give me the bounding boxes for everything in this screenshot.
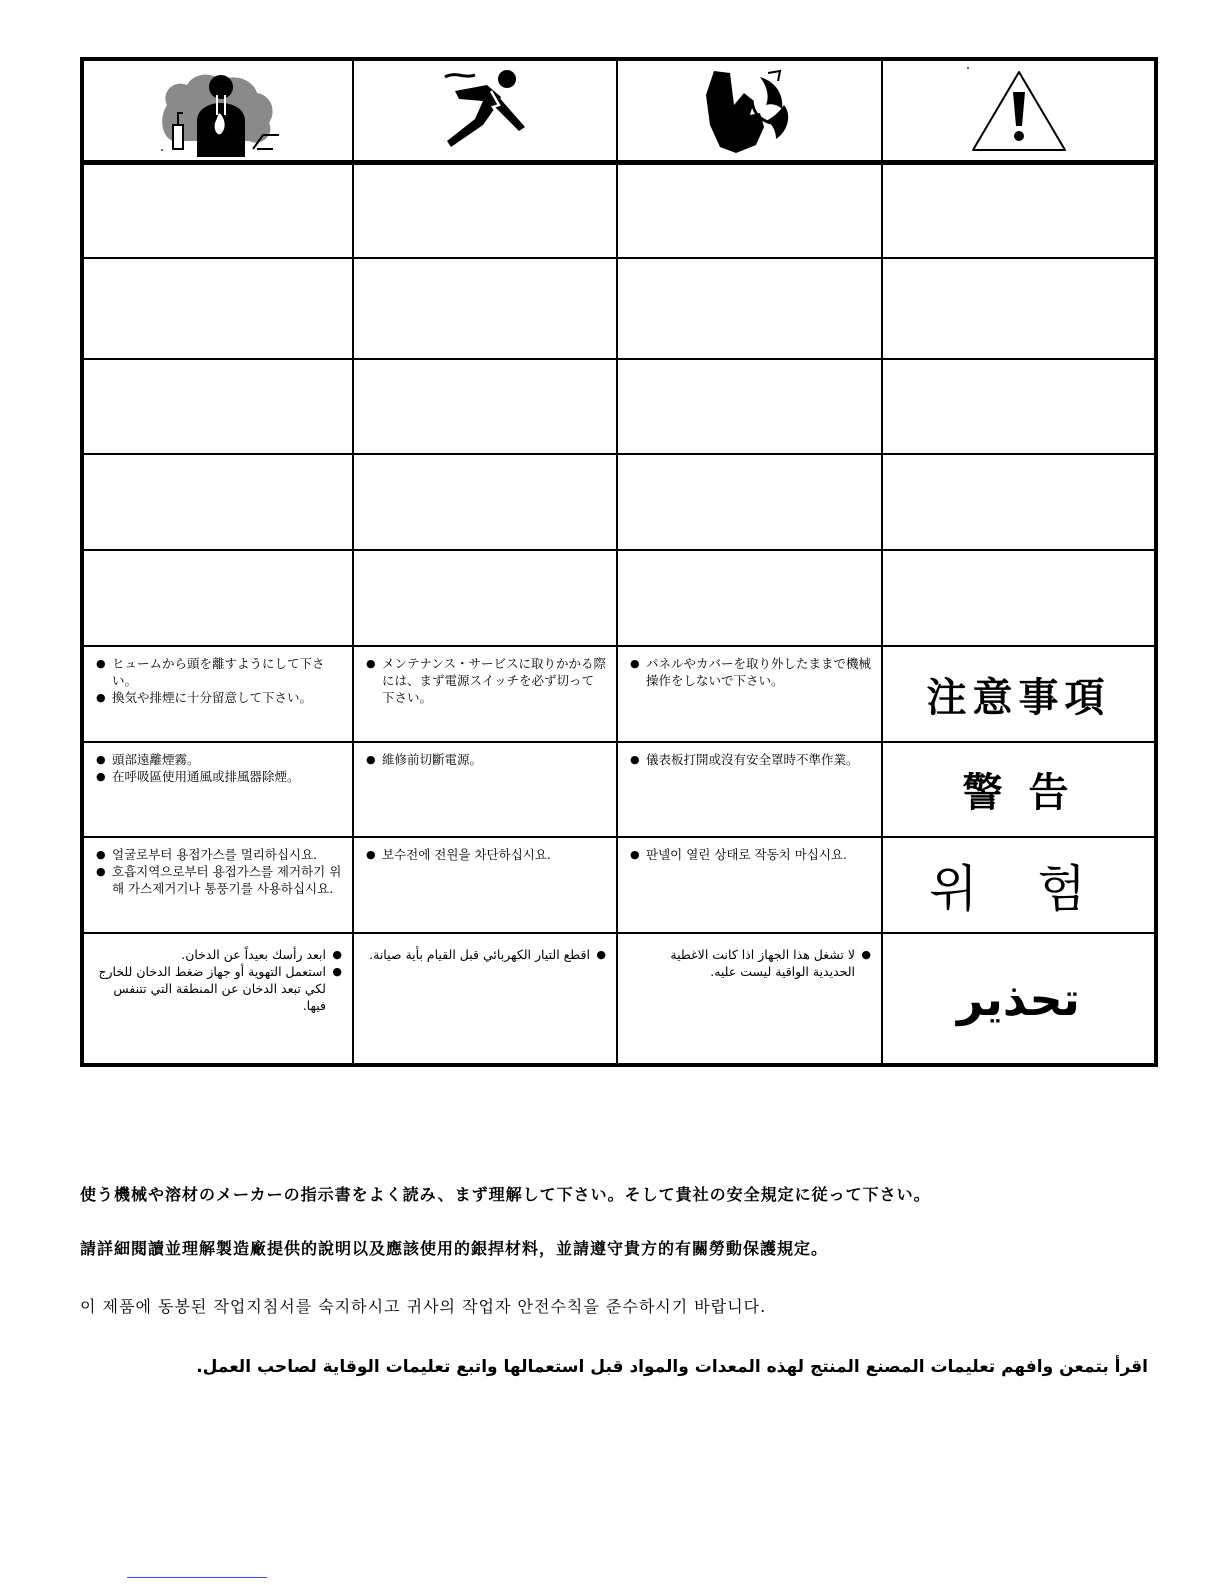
- chinese-shock-cell: [354, 743, 618, 838]
- japanese-warning-heading: 注意事項: [926, 674, 1111, 721]
- korean-fume-cell: [84, 838, 354, 934]
- warning-bullet: ● 판넬이 열린 상태로 작동치 마십시요.: [630, 846, 871, 863]
- chinese-header-cell: [883, 743, 1154, 838]
- fume-inhalation-icon: [84, 61, 354, 165]
- empty-cell: [618, 360, 883, 455]
- arabic-shock-cell: [354, 934, 618, 1063]
- empty-cell: [618, 551, 883, 647]
- empty-cell: [618, 259, 883, 360]
- warning-bullet: ● استعمل التهوية أو جهاز ضغط الدخان للخارج لكي تبعد الدخان عن المنطقة التي تتنفس فيها.: [92, 963, 342, 1014]
- korean-header-cell: [883, 838, 1154, 934]
- japanese-hand-cell: [618, 647, 883, 743]
- japanese-shock-cell: [354, 647, 618, 743]
- japanese-instruction: 使う機械や溶材のメーカーの指示書をよく読み、まず理解して下さい。そして貴社の安全規定に従って下さい。: [80, 1185, 931, 1204]
- warning-bullet: ● パネルやカバーを取り外したままで機械操作をしないで下さい。: [630, 655, 871, 689]
- empty-cell: [84, 165, 354, 259]
- empty-cell: [84, 455, 354, 551]
- empty-cell: [354, 165, 618, 259]
- warning-bullet: ● 維修前切斷電源。: [366, 751, 606, 768]
- empty-cell: [84, 360, 354, 455]
- arabic-header-cell: [883, 934, 1154, 1063]
- warning-bullet: ● 얼굴로부터 용접가스를 멀리하십시요.: [96, 846, 342, 863]
- warning-table: [80, 57, 1158, 1067]
- empty-cell: [618, 455, 883, 551]
- chinese-instruction: 請詳細閱讀並理解製造廠提供的說明以及應該使用的銀捍材料，並請遵守貴方的有關勞動保護規定。: [80, 1239, 829, 1258]
- warning-bullet: ● 儀表板打開或沒有安全罩時不準作業。: [630, 751, 871, 768]
- empty-cell: [354, 360, 618, 455]
- empty-cell: [883, 259, 1154, 360]
- warning-bullet: ● 換気や排煙に十分留意して下さい。: [96, 689, 342, 706]
- warning-bullet: ● 호흡지역으로부터 용접가스를 제거하기 위해 가스제거기나 통풍기를 사용하십시요.: [96, 863, 342, 897]
- warning-bullet: ● لا تشغل هذا الجهاز اذا كانت الاغطية الحديدية الواقية ليست عليه.: [626, 946, 871, 980]
- empty-cell: [883, 165, 1154, 259]
- hand-injury-icon: [618, 61, 883, 165]
- korean-instruction: 이 제품에 동봉된 작업지침서를 숙지하시고 귀사의 작업자 안전수칙을 준수하시기 바랍니다.: [80, 1297, 767, 1316]
- warning-triangle-icon: [883, 61, 1154, 165]
- footer-rule: [127, 1577, 267, 1578]
- arabic-hand-cell: [618, 934, 883, 1063]
- arabic-instruction: اقرأ بتمعن وافهم تعليمات المصنع المنتج لهذه المعدات والمواد قبل استعمالها واتبع تعليمات الوقاية لصاحب العمل.: [196, 1357, 1148, 1377]
- empty-cell: [618, 165, 883, 259]
- warning-bullet: ● ابعد رأسك بعيداً عن الدخان.: [92, 946, 342, 963]
- chinese-hand-cell: [618, 743, 883, 838]
- electric-shock-icon: [354, 61, 618, 165]
- arabic-fume-cell: [84, 934, 354, 1063]
- empty-cell: [354, 259, 618, 360]
- empty-cell: [354, 455, 618, 551]
- korean-warning-heading: 위 험: [929, 860, 1108, 918]
- empty-cell: [883, 551, 1154, 647]
- chinese-fume-cell: [84, 743, 354, 838]
- japanese-header-cell: [883, 647, 1154, 743]
- arabic-warning-heading: تحذير: [957, 971, 1080, 1026]
- korean-shock-cell: [354, 838, 618, 934]
- japanese-fume-cell: [84, 647, 354, 743]
- empty-cell: [883, 360, 1154, 455]
- empty-cell: [84, 551, 354, 647]
- chinese-warning-heading: 警 告: [962, 770, 1075, 816]
- warning-bullet: ● 頭部遠離煙霧。: [96, 751, 342, 768]
- warning-bullet: ● メンテナンス・サービスに取りかかる際には、まず電源スイッチを必ず切って下さい。: [366, 655, 606, 706]
- empty-cell: [84, 259, 354, 360]
- korean-hand-cell: [618, 838, 883, 934]
- warning-bullet: ● ヒュームから頭を離すようにして下さい。: [96, 655, 342, 689]
- warning-bullet: ● 在呼吸區使用通風或排風器除煙。: [96, 768, 342, 785]
- warning-bullet: ● اقطع التيار الكهربائي قبل القيام بأية صيانة.: [362, 946, 606, 963]
- empty-cell: [883, 455, 1154, 551]
- empty-cell: [354, 551, 618, 647]
- warning-bullet: ● 보수전에 전원을 차단하십시요.: [366, 846, 606, 863]
